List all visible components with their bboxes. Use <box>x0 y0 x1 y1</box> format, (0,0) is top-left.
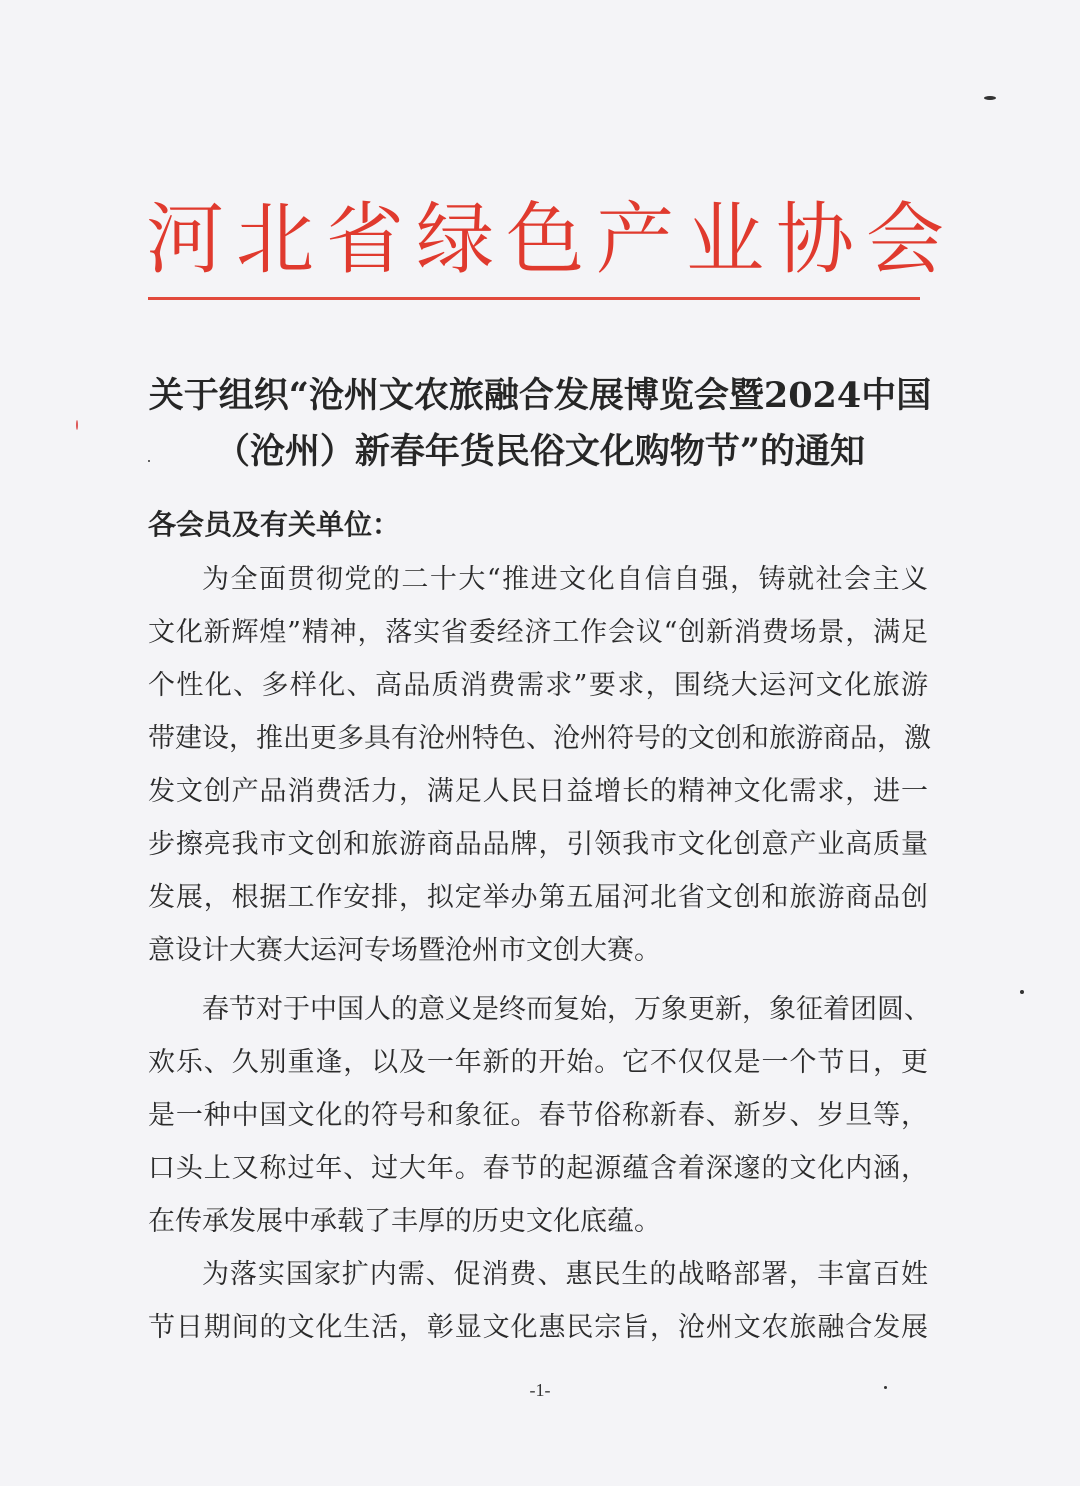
organization-header: 河北省绿色产业协会 <box>146 195 957 285</box>
scan-speck <box>1020 990 1024 994</box>
paragraph-line: 口头上又称过年、过大年。春节的起源蕴含着深邃的文化内涵， <box>148 1153 928 1184</box>
paragraph-line: 为落实国家扩内需、促消费、惠民生的战略部署，丰富百姓 <box>202 1259 928 1290</box>
document-title <box>140 368 940 480</box>
scan-speck <box>984 96 996 100</box>
paragraph-line: 在传承发展中承载了丰厚的历史文化底蕴。 <box>148 1206 661 1237</box>
scan-speck <box>148 460 150 462</box>
paragraph-line: 春节对于中国人的意义是终而复始，万象更新，象征着团圆、 <box>202 994 931 1025</box>
paragraph-line: 发展，根据工作安排，拟定举办第五届河北省文创和旅游商品创 <box>148 882 928 913</box>
paragraph-line: 为全面贯彻党的二十大“推进文化自信自强，铸就社会主义 <box>202 564 928 595</box>
paragraph-line: 带建设，推出更多具有沧州特色、沧州符号的文创和旅游商品，激 <box>148 723 931 754</box>
paragraph-line: 意设计大赛大运河专场暨沧州市文创大赛。 <box>148 935 661 966</box>
paragraph-line: 节日期间的文化生活，彰显文化惠民宗旨，沧州文农旅融合发展 <box>148 1312 928 1343</box>
paragraph-line: 步擦亮我市文创和旅游商品品牌，引领我市文化创意产业高质量 <box>148 829 928 860</box>
scan-speck <box>76 420 78 430</box>
paragraph-line: 发文创产品消费活力，满足人民日益增长的精神文化需求，进一 <box>148 776 928 807</box>
paragraph-2 <box>148 983 931 1248</box>
paragraph-line: 欢乐、久别重逢，以及一年新的开始。它不仅仅是一个节日，更 <box>148 1047 928 1078</box>
paragraph-3 <box>148 1248 928 1354</box>
paragraph-1 <box>148 553 931 977</box>
document-title-line-1: 关于组织“沧州文农旅融合发展博览会暨2024中国 <box>148 375 932 416</box>
paragraph-line: 文化新辉煌”精神，落实省委经济工作会议“创新消费场景，满足 <box>148 617 928 648</box>
scan-speck <box>884 1386 887 1389</box>
paragraph-line: 个性化、多样化、高品质消费需求”要求，围绕大运河文化旅游 <box>148 670 928 701</box>
paragraph-line: 是一种中国文化的符号和象征。春节俗称新春、新岁、岁旦等， <box>148 1100 928 1131</box>
document-title-line-2: （沧州）新春年货民俗文化购物节”的通知 <box>214 431 866 472</box>
salutation: 各会员及有关单位： <box>148 508 401 541</box>
red-header-rule <box>148 297 920 300</box>
page-number: -1- <box>529 1380 551 1400</box>
